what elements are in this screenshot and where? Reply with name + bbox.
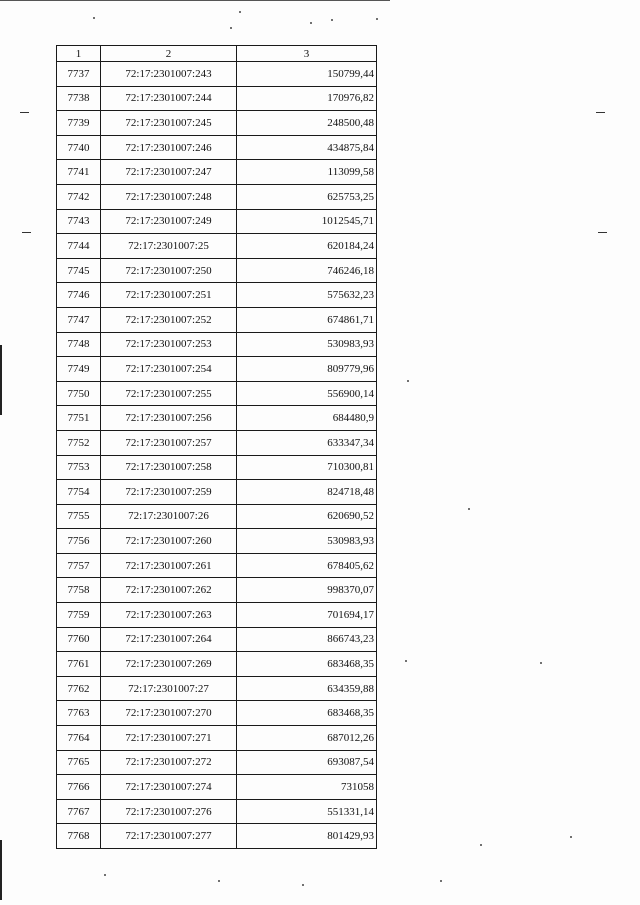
row-number: 7755 <box>57 504 101 529</box>
cadastral-value: 824718,48 <box>237 480 377 505</box>
cadastral-value: 170976,82 <box>237 86 377 111</box>
cadastral-number: 72:17:2301007:245 <box>101 111 237 136</box>
cadastral-number: 72:17:2301007:277 <box>101 824 237 849</box>
scan-edge-mark <box>0 345 2 415</box>
cadastral-values-table <box>56 45 377 849</box>
row-number: 7765 <box>57 750 101 775</box>
cadastral-number: 72:17:2301007:247 <box>101 160 237 185</box>
table-row <box>57 578 377 603</box>
cadastral-number: 72:17:2301007:27 <box>101 676 237 701</box>
scan-speck <box>239 11 241 13</box>
cadastral-value: 701694,17 <box>237 603 377 628</box>
table-row <box>57 553 377 578</box>
scan-dash <box>22 232 31 233</box>
cadastral-number: 72:17:2301007:269 <box>101 652 237 677</box>
row-number: 7767 <box>57 799 101 824</box>
table-row <box>57 209 377 234</box>
cadastral-value: 575632,23 <box>237 283 377 308</box>
cadastral-value: 150799,44 <box>237 62 377 87</box>
row-number: 7741 <box>57 160 101 185</box>
column-header-3: 3 <box>237 46 377 62</box>
cadastral-value: 113099,58 <box>237 160 377 185</box>
top-scan-rule <box>0 0 390 1</box>
table-row <box>57 529 377 554</box>
row-number: 7746 <box>57 283 101 308</box>
cadastral-value: 687012,26 <box>237 726 377 751</box>
table-row <box>57 111 377 136</box>
scan-speck <box>440 880 442 882</box>
scan-dash <box>20 112 29 113</box>
cadastral-number: 72:17:2301007:261 <box>101 553 237 578</box>
row-number: 7768 <box>57 824 101 849</box>
scan-speck <box>93 17 95 19</box>
row-number: 7753 <box>57 455 101 480</box>
row-number: 7748 <box>57 332 101 357</box>
cadastral-value: 634359,88 <box>237 676 377 701</box>
row-number: 7740 <box>57 135 101 160</box>
scan-speck <box>302 884 304 886</box>
row-number: 7742 <box>57 184 101 209</box>
cadastral-number: 72:17:2301007:26 <box>101 504 237 529</box>
scan-speck <box>407 380 409 382</box>
cadastral-value: 620184,24 <box>237 234 377 259</box>
cadastral-value: 1012545,71 <box>237 209 377 234</box>
table-row <box>57 676 377 701</box>
row-number: 7750 <box>57 381 101 406</box>
cadastral-number: 72:17:2301007:258 <box>101 455 237 480</box>
cadastral-value: 625753,25 <box>237 184 377 209</box>
table-row <box>57 750 377 775</box>
cadastral-number: 72:17:2301007:270 <box>101 701 237 726</box>
cadastral-number: 72:17:2301007:257 <box>101 430 237 455</box>
cadastral-value: 684480,9 <box>237 406 377 431</box>
table-row <box>57 307 377 332</box>
cadastral-number: 72:17:2301007:259 <box>101 480 237 505</box>
row-number: 7758 <box>57 578 101 603</box>
cadastral-value: 633347,34 <box>237 430 377 455</box>
cadastral-number: 72:17:2301007:274 <box>101 775 237 800</box>
cadastral-value: 674861,71 <box>237 307 377 332</box>
table-row <box>57 234 377 259</box>
cadastral-number: 72:17:2301007:249 <box>101 209 237 234</box>
cadastral-number: 72:17:2301007:271 <box>101 726 237 751</box>
scan-speck <box>570 836 572 838</box>
cadastral-value: 998370,07 <box>237 578 377 603</box>
table-row <box>57 381 377 406</box>
table-row <box>57 357 377 382</box>
table-row <box>57 406 377 431</box>
cadastral-number: 72:17:2301007:251 <box>101 283 237 308</box>
cadastral-number: 72:17:2301007:263 <box>101 603 237 628</box>
cadastral-value: 683468,35 <box>237 701 377 726</box>
row-number: 7757 <box>57 553 101 578</box>
cadastral-value: 434875,84 <box>237 135 377 160</box>
scan-speck <box>218 880 220 882</box>
scan-speck <box>310 22 312 24</box>
scan-dash <box>598 232 607 233</box>
cadastral-value: 809779,96 <box>237 357 377 382</box>
table-row <box>57 258 377 283</box>
scan-speck <box>468 508 470 510</box>
cadastral-number: 72:17:2301007:244 <box>101 86 237 111</box>
row-number: 7756 <box>57 529 101 554</box>
cadastral-number: 72:17:2301007:264 <box>101 627 237 652</box>
cadastral-value: 801429,93 <box>237 824 377 849</box>
table-row <box>57 824 377 849</box>
table-body <box>57 62 377 849</box>
table-row <box>57 652 377 677</box>
row-number: 7760 <box>57 627 101 652</box>
cadastral-number: 72:17:2301007:253 <box>101 332 237 357</box>
table-row <box>57 135 377 160</box>
scan-speck <box>331 19 333 21</box>
cadastral-number: 72:17:2301007:262 <box>101 578 237 603</box>
cadastral-number: 72:17:2301007:254 <box>101 357 237 382</box>
scan-speck <box>405 660 407 662</box>
cadastral-number: 72:17:2301007:256 <box>101 406 237 431</box>
cadastral-number: 72:17:2301007:272 <box>101 750 237 775</box>
table-row <box>57 455 377 480</box>
cadastral-value: 683468,35 <box>237 652 377 677</box>
cadastral-value: 746246,18 <box>237 258 377 283</box>
scan-speck <box>480 844 482 846</box>
row-number: 7766 <box>57 775 101 800</box>
row-number: 7743 <box>57 209 101 234</box>
table-row <box>57 332 377 357</box>
cadastral-number: 72:17:2301007:250 <box>101 258 237 283</box>
cadastral-value: 678405,62 <box>237 553 377 578</box>
cadastral-number: 72:17:2301007:260 <box>101 529 237 554</box>
header-row <box>57 46 377 62</box>
table-row <box>57 184 377 209</box>
row-number: 7752 <box>57 430 101 455</box>
cadastral-value: 731058 <box>237 775 377 800</box>
table-row <box>57 701 377 726</box>
table-row <box>57 799 377 824</box>
table-row <box>57 86 377 111</box>
scan-speck <box>540 662 542 664</box>
scan-speck <box>104 874 106 876</box>
cadastral-value: 556900,14 <box>237 381 377 406</box>
table-row <box>57 283 377 308</box>
table-row <box>57 430 377 455</box>
row-number: 7754 <box>57 480 101 505</box>
scan-dash <box>596 112 605 113</box>
column-header-1: 1 <box>57 46 101 62</box>
row-number: 7744 <box>57 234 101 259</box>
column-header-2: 2 <box>101 46 237 62</box>
row-number: 7745 <box>57 258 101 283</box>
scan-speck <box>230 27 232 29</box>
cadastral-value: 710300,81 <box>237 455 377 480</box>
cadastral-number: 72:17:2301007:248 <box>101 184 237 209</box>
cadastral-number: 72:17:2301007:246 <box>101 135 237 160</box>
scan-speck <box>376 18 378 20</box>
row-number: 7747 <box>57 307 101 332</box>
row-number: 7751 <box>57 406 101 431</box>
row-number: 7739 <box>57 111 101 136</box>
cadastral-value: 693087,54 <box>237 750 377 775</box>
cadastral-value: 551331,14 <box>237 799 377 824</box>
row-number: 7738 <box>57 86 101 111</box>
table-row <box>57 160 377 185</box>
table-row <box>57 480 377 505</box>
table-row <box>57 627 377 652</box>
row-number: 7737 <box>57 62 101 87</box>
table-header <box>57 46 377 62</box>
table-row <box>57 603 377 628</box>
cadastral-value: 866743,23 <box>237 627 377 652</box>
scan-edge-mark <box>0 840 2 900</box>
table-row <box>57 726 377 751</box>
row-number: 7762 <box>57 676 101 701</box>
row-number: 7749 <box>57 357 101 382</box>
cadastral-value: 530983,93 <box>237 529 377 554</box>
cadastral-number: 72:17:2301007:276 <box>101 799 237 824</box>
cadastral-number: 72:17:2301007:255 <box>101 381 237 406</box>
cadastral-value: 530983,93 <box>237 332 377 357</box>
row-number: 7763 <box>57 701 101 726</box>
cadastral-value: 620690,52 <box>237 504 377 529</box>
cadastral-value: 248500,48 <box>237 111 377 136</box>
table-row <box>57 775 377 800</box>
cadastral-number: 72:17:2301007:25 <box>101 234 237 259</box>
row-number: 7761 <box>57 652 101 677</box>
cadastral-number: 72:17:2301007:252 <box>101 307 237 332</box>
row-number: 7759 <box>57 603 101 628</box>
table-row <box>57 504 377 529</box>
table-row <box>57 62 377 87</box>
cadastral-number: 72:17:2301007:243 <box>101 62 237 87</box>
row-number: 7764 <box>57 726 101 751</box>
